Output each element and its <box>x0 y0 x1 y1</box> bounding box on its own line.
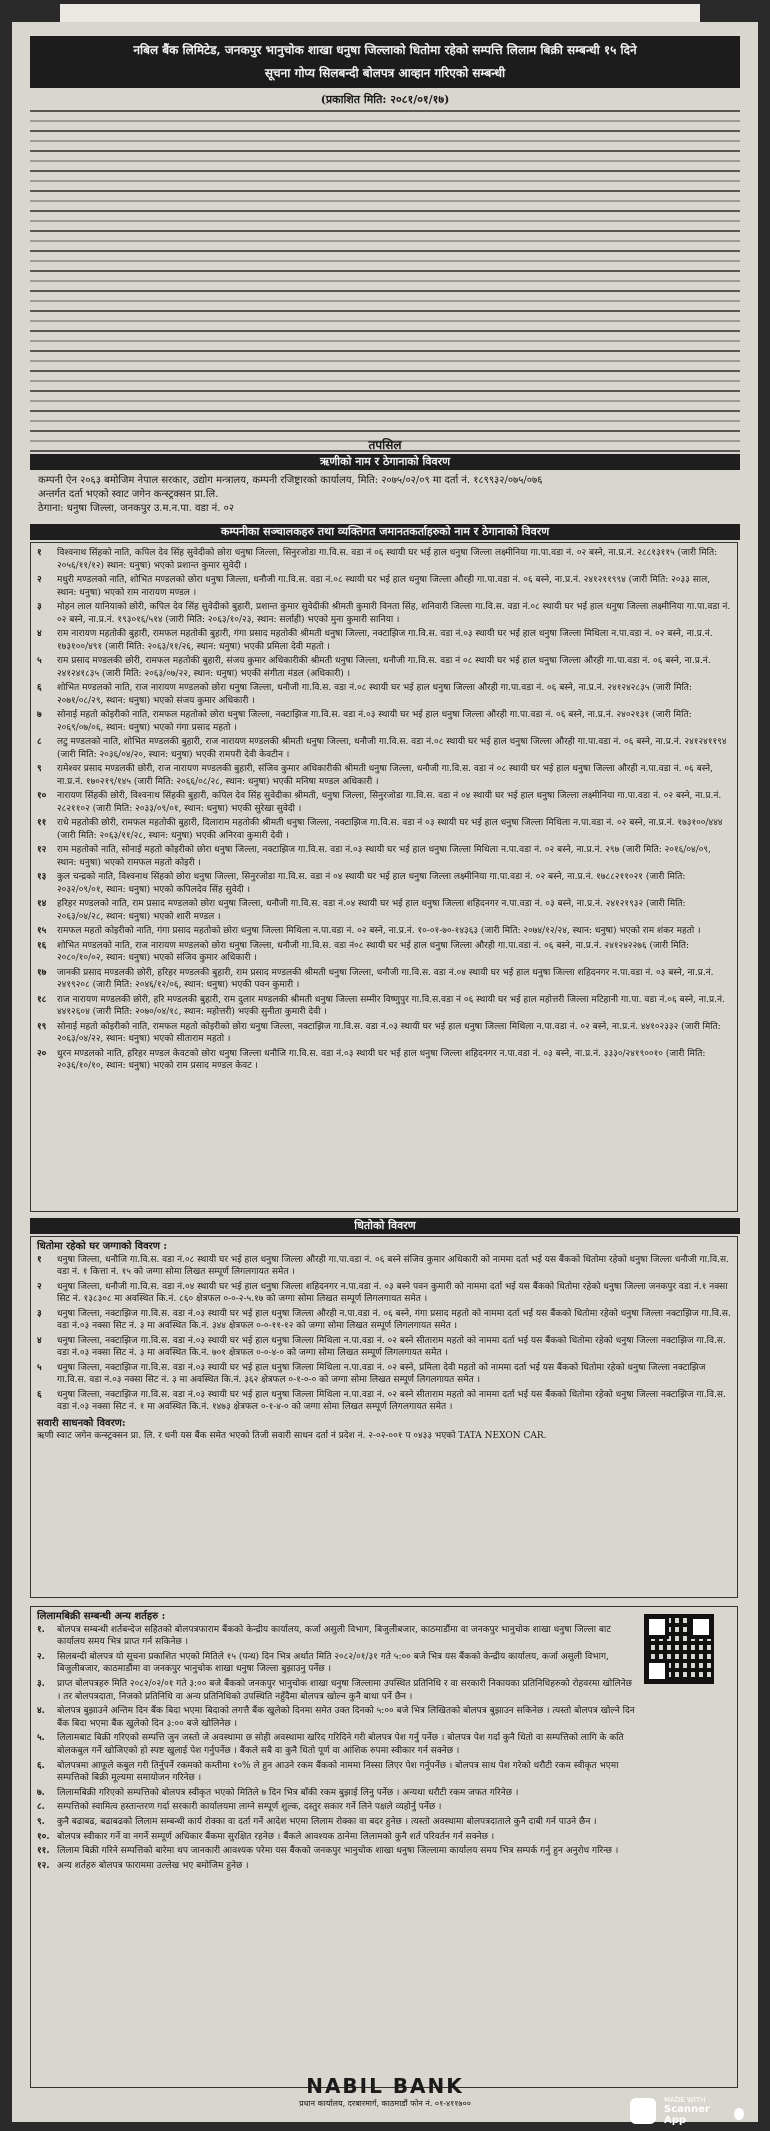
item-number: १३ <box>37 872 47 882</box>
item-number: ११. <box>37 1846 50 1857</box>
item-number: ३ <box>37 602 42 612</box>
debtor-name: कम्पनी ऐन २०६३ बमोजिम नेपाल सरकार, उद्योग मन्त्रालय, कम्पनी रजिष्ट्रारको कार्यालय, मिति: २०७५/०२/०९ मा दर्ता नं. १८९९३२/०७५/०७६ <box>38 475 543 486</box>
guarantor-item <box>37 736 731 761</box>
item-number: २ <box>37 1281 42 1292</box>
condition-item <box>37 1860 637 1873</box>
item-number: १०. <box>37 1831 50 1842</box>
item-text: धनुषा जिल्ला, नक्टाझिज गा.वि.स. वडा नं.०३ स्थायी घर भई हाल धनुषा जिल्ला मिथिला न.पा.वडा नं. ०२ बस्ने सीताराम महतो को नाममा दर्ता भई यस बैंकको धितोमा रहेको धनुषा जिल्ला नक्टाझिज गा.वि.स. वडा नं.०३ नक्सा सिट नं. ३ मा अवस्थित कि.नं. ७०१ क्षेत्रफल ०-०-४-० को जग्गा सोमा लिखत सम्पूर्ण लिगलगायत समेत । <box>57 1335 726 1358</box>
item-number: ३ <box>37 1308 42 1319</box>
guarantor-item <box>37 817 731 842</box>
item-text: सम्पत्तिको स्वामित्व हस्तान्तरण गर्दा सरकारी कार्यालयमा लाग्ने सम्पूर्ण शुल्क, दस्तुर सकार गर्ने लिने पक्षले व्यहोर्नु पर्नेछ । <box>57 1802 442 1813</box>
item-number: १ <box>37 1254 42 1265</box>
item-text: जानकी प्रसाद मण्डलकी छोरी, हरिहर मण्डलकी बुहारी, राम प्रसाद मण्डलकी श्रीमती धनुषा जिल्ला, धनौजी गा.वि.स. वडा नं.०४ स्थायी घर भई हाल धनुषा जिल्ला शहिदनगर न.पा.वडा नं. ०३ बस्ने, ना.प्र.नं. २४१९२०८ (जारी मिति: २०४६/१२/०६, स्थान: धनुषा) भएकी पवन कुमारी । <box>57 967 714 990</box>
item-number: ९ <box>37 764 42 774</box>
guarantor-item <box>37 844 731 869</box>
condition-item <box>37 1760 637 1785</box>
condition-item <box>37 1831 637 1844</box>
guarantor-item <box>37 925 731 938</box>
guarantor-item <box>37 994 731 1019</box>
item-number: १८ <box>37 994 47 1005</box>
item-text: धनुषा जिल्ला, धनौजी गा.वि.स. वडा नं.०४ स्थायी घर भई हाल धनुषा जिल्ला शहिदनगर न.पा.वडा नं. ०३ बस्ने पवन कुमारी को नाममा दर्ता भई यस बैंकको धितोमा रहेको धनुषा जिल्ला जनकपुर वडा नं.१ नक्सा सिट नं. १३८३०८ मा अवस्थित कि.नं. ८६० क्षेत्रफल ०-०-२-५.१७ को जग्गा सोमा लिखत सम्पूर्ण लिगलगायत समेत । <box>57 1281 728 1304</box>
item-number: ५ <box>37 1362 42 1373</box>
guarantor-item <box>37 682 731 707</box>
item-number: १५ <box>37 926 47 936</box>
guarantor-item <box>37 898 731 923</box>
item-text: लटु मण्डलको नाति, शोभित मण्डलकी बुहारी, राज नारायण मण्डलकी श्रीमती धनुषा जिल्ला, धनौजी गा.वि.स. वडा नं.०८ स्थायी घर भई हाल धनुषा जिल्ला औरही गा.पा.वडा नं. ०६ बस्ने, ना.प्र.नं. २४१२४११९४ (जारी मिति: २०३६/०४/२०, स्थान: धनुषा) भएकी रामपरी देवी केवटीन । <box>57 737 727 760</box>
item-text: धनुषा जिल्ला, नक्टाझिज गा.वि.स. वडा नं.०३ स्थायी घर भई हाल धनुषा जिल्ला औरही न.पा.वडा नं. ०६ बस्ने, गंगा प्रसाद महतो को नाममा दर्ता भई यस बैंकको धितोमा रहेको धनुषा जिल्ला नक्टाझिज गा.वि.स. वडा नं.०३ नक्सा सिट नं. ३ मा अवस्थित कि.नं. ३४४ क्षेत्रफल ०-०-११-१२ को जग्गा सोमा लिखत सम्पूर्ण लिगलगायत समेत । <box>57 1308 731 1331</box>
condition-item <box>37 1705 637 1730</box>
watermark-app-1: Scanner <box>664 2104 710 2115</box>
item-text: सिलबन्दी बोलपत्र यो सूचना प्रकाशित भएको मितिले १५ (पन्ध) दिन भित्र अर्थात मिति २०८२/०१/३१ गते ५:०० बजे भित्र यस बैंकको केन्द्रीय कार्यालय, कर्जा असुली विभाग, बिजुलीबजार, काठमाडौंमा वा जनकपुर भानुचोक शाखा धनुषा जिल्ला बुझाउनु पर्नेछ । <box>57 1651 609 1675</box>
item-number: ४. <box>37 1706 45 1717</box>
guarantor-item <box>37 967 731 992</box>
item-number: १४ <box>37 899 47 909</box>
item-text: सोनाई महतो कोइरीको नाति, रामफल महतोको छोरा धनुषा जिल्ला, नक्टाझिज गा.वि.स. वडा नं.०३ स्थायी घर भई हाल धनुषा जिल्ला औरही गा.पा.वडा नं. ०६ बस्ने, ना.प्र.नं. २४०२१३१ (जारी मिति: २०६९/०७/०६, स्थान: धनुषा) भएको गंगा प्रसाद महतो । <box>57 710 692 733</box>
notice-page <box>12 22 758 2122</box>
item-text: बोलपत्र बुझाउने अन्तिम दिन बैंक बिदा भएमा बिदाको लगत्तै बैंक खुलेको दिनमा समेत उक्त दिनको ५:०० बजे भित्र लिखितको बोलपत्र बुझाउन सकिनेछ । त्यस्तो बोलपत्र खोल्ने दिन बैंक बिदा भएमा बैंक खुलेको दिन ३:०० बजे खोलिनेछ । <box>57 1706 635 1729</box>
conditions-subheading: लिलामबिक्री सम्बन्धी अन्य शर्तहरु : <box>37 1611 166 1622</box>
apple-icon <box>734 2108 744 2120</box>
item-number: ३. <box>37 1678 45 1689</box>
debtor-details <box>38 474 738 516</box>
item-number: ४ <box>37 1335 42 1346</box>
condition-item <box>37 1651 637 1676</box>
notice-header <box>30 36 740 88</box>
item-number: १७ <box>37 967 47 978</box>
item-number: ६ <box>37 683 42 693</box>
item-number: १९ <box>37 1021 47 1032</box>
item-text: राम नारायण महतोकी बुहारी, रामफल महतोकी बुहारी, गंगा प्रसाद महतोकी श्रीमती धनुषा जिल्ला, नक्टाझिज गा.वि.स. वडा नं.०३ स्थायी घर भई हाल धनुषा जिल्ला मिथिला न.पा.वडा नं. ०२ बस्ने, ना.प्र.नं. १७३१००/४९१ (जारी मिति: २०६३/११/२६, स्थान: धनुषा) भएकी प्रमिला देवी महतो । <box>57 629 713 652</box>
item-text: हरिहर मण्डलको नाति, राम प्रसाद मण्डलको छोरा धनुषा जिल्ला, धनौजी गा.वि.स. वडा नं.०४ स्थायी घर भई हाल धनुषा जिल्ला शहिदनगर न.पा.वडा नं. ०३ बस्ने, ना.प्र.नं. २४१२१९३२ (जारी मिति: २०६३/०४/२८, स्थान: धनुषा) भएको शारी मण्डल । <box>57 899 686 922</box>
qr-code <box>644 1614 714 1684</box>
condition-item <box>37 1816 637 1829</box>
item-text: रामफल महतो कोइरीको नाति, गंगा प्रसाद महतोको छोरा धनुषा जिल्ला मिथिला न.पा.वडा नं. ०२ बस्ने, ना.प्र.नं. १०-०१-७०-१४३६३ (जारी मिति: २०७४/१२/२४, स्थान: धनुषा) भएको राम शंकर महतो । <box>57 926 701 936</box>
item-number: २ <box>37 575 42 585</box>
condition-item <box>37 1787 637 1800</box>
condition-item <box>37 1678 637 1703</box>
condition-item <box>37 1624 637 1649</box>
item-number: ५ <box>37 656 42 666</box>
guarantor-item <box>37 547 731 572</box>
vehicle-details: ऋणी स्वाट जगेन कन्स्ट्रक्सन प्रा. लि. र धनी यस बैंक समेत भएको तिजी सवारी साधन दर्ता नं प्रदेश नं. २-०२-००१ प ०४३३ भएको TATA NEXON CAR. <box>37 1431 547 1441</box>
item-text: प्राप्त बोलपत्रहरु मिति २०८२/०२/०१ गते ३:०० बजे बैंकको जनकपुर भानुचोक शाखा धनुषा जिल्लामा उपस्थित प्रतिनिधि र वा सरकारी निकायका प्रतिनिधिहरुको रोहवरमा खोलिनेछ । तर बोलपत्रदाता, निजको प्रतिनिधि वा अन्य प्रतिनिधिको उपस्थिति नहुँदैमा बोलपत्र खोल्न कुनै बाधा पर्ने छैन । <box>57 1678 632 1702</box>
guarantor-item <box>37 601 731 626</box>
collateral-item <box>37 1362 731 1387</box>
publication-date: (प्रकाशित मिति: २०८१/०१/१७) <box>320 93 450 106</box>
item-number: ६. <box>37 1760 45 1771</box>
conditions-box <box>30 1606 738 2088</box>
item-text: सोनाई महतो कोइरीको नाति, रामफल महतो कोइरीको छोरा धनुषा जिल्ला, नक्टाझिज गा.वि.स. वडा नं.०३ स्थायी घर भई हाल धनुषा जिल्ला मिथिला न.पा.वडा नं. ०२ बस्ने, ना.प्र.नं. ४४१०२३३२ (जारी मिति: २०६३/०४/२२, स्थान: धनुषा) भएको सीताराम महतो । <box>57 1021 721 1044</box>
scanner-app-icon <box>630 2098 656 2124</box>
item-text: रामेश्वर प्रसाद मण्डलकी छोरी, राज नारायण मण्डलकी बुहारी, संजिव कुमार अधिकारीकी श्रीमती धनुषा जिल्ला, धनौजी गा.वि.स. वडा नं ०८ स्थायी घर भई हाल धनुषा जिल्ला औरही न.पा.वडा नं. ०६ बस्ने, ना.प्र.नं. १७०२१९/१४५ (जारी मिति: २०६६/०८/२८, स्थान: धनुषा) भएकी मनिषा मण्डल अधिकारी । <box>57 764 714 787</box>
item-text: राम प्रसाद मण्डलकी छोरी, रामफल महतोकी बुहारी, संजय कुमार अधिकारीकी श्रीमती धनुषा जिल्ला, धनौजी गा.वि.स. वडा नं ०८ स्थायी घर भई हाल धनुषा जिल्ला औरही गा.पा.वडा नं. ०६ बस्ने, ना.प्र.नं. २४१२४१८३५ (जारी मिति: २०६३/०७/२२, स्थान: धनुषा) भएकी संगीता मंडल (अधिकारी) । <box>57 656 711 679</box>
item-number: ८. <box>37 1802 45 1813</box>
guarantor-item <box>37 763 731 788</box>
item-text: कुनै बढाबढ, बढाबढको लिलाम सम्बन्धी कार्य रोक्का वा दर्ता गर्ने आदेश भएमा लिलाम रोक्का वा बदर हुनेछ । त्यस्तो अवस्थामा बोलपत्रदाताले कुनै दाबी गर्न पाउने छैन । <box>57 1816 597 1827</box>
item-text: बोलपत्र स्वीकार गर्ने वा नगर्ने सम्पूर्ण अधिकार बैंकमा सुरक्षित रहनेछ । बैंकले आवश्यक ठानेमा लिलामको कुनै शर्त परिवर्तन गर्न सक्नेछ । <box>57 1831 495 1842</box>
item-number: ४ <box>37 629 42 639</box>
item-number: ७ <box>37 710 42 720</box>
watermark-app-2: App <box>664 2115 687 2126</box>
item-number: १० <box>37 791 47 801</box>
guarantor-item <box>37 790 731 815</box>
item-number: १२. <box>37 1860 50 1871</box>
guarantor-item <box>37 709 731 734</box>
item-text: धुरन मण्डलको नाति, हरिहर मण्डल केवटको छोरा धनुषा जिल्ला धनौजि गा.वि.स. वडा नं.०३ स्थायी घर भई हाल धनुषा जिल्ला शहिदनगर न.पा.वडा नं. ०३ बस्ने, ना.प्र.नं. ३३३०/२४१९००१० (जारी मिति: २०३६/१०/१०, स्थान: धनुषा) भएको राम प्रसाद मण्डल केवट । <box>57 1048 706 1071</box>
nabil-bank-logo: NABIL BANK <box>306 2074 464 2098</box>
item-number: ११ <box>37 818 47 828</box>
item-text: लिलामबाट बिक्री गरिएको सम्पत्ति जुन जस्तो जे अवस्थामा छ सोही अवस्थामा खरिद गरिदिने गरी बोलपत्र पेश गर्नु पर्नेछ । बोलपत्र पेश गर्दा कुनै धितो वा सम्पत्तिको लागि के कति बोलकबुल गर्ने खोजिएको हो स्पष्ट खुलाई पेश गर्नुपर्नेछ । बैंकले सबै वा कुनै धितो पूर्ण वा आंशिक रुपमा स्वीकार गर्न सक्नेछ । <box>57 1733 624 1756</box>
collateral-box <box>30 1236 738 1598</box>
debtor-name-cont: अन्तर्गत दर्ता भएको स्वाट जगेन कन्स्ट्रक्सन प्रा.लि. <box>38 489 219 500</box>
item-text: विश्वनाथ सिंहको नाति, कपिल देव सिंह सुवेदीको छोरा धनुषा जिल्ला, सिनुरजोडा गा.वि.स. वडा नं ०६ स्थायी घर भई हाल धनुषा जिल्ला लक्ष्मीनिया गा.पा.वडा नं. ०२ बस्ने, ना.प्र.नं. २८८१३११५ (जारी मिति: २०५६/११/१२) स्थान: धनुषा) भएको प्रशान्त कुमार सुवेदी । <box>57 548 718 571</box>
collateral-item <box>37 1389 731 1414</box>
item-number: ७. <box>37 1787 45 1798</box>
condition-item <box>37 1801 637 1814</box>
intro-paragraph <box>30 110 740 480</box>
header-line-2: सूचना गोप्य सिलबन्दी बोलपत्र आव्हान गरिएको सम्बन्धी <box>264 66 506 80</box>
item-number: २० <box>37 1048 47 1059</box>
collateral-subheading: धितोमा रहेको घर जग्गाको विवरण : <box>37 1241 168 1252</box>
item-text: बोलपत्रमा आफूले कबुल गरी तिर्नुपर्ने रकमको कम्तीमा १०% ले हुन आउने रकम बैंकको नाममा निस्सा लिएर पेश गर्नुपर्नेछ । बोलपत्र साथ पेश गरेको धरौटी रकम स्वीकृत भएमा सम्पत्तिको बिक्री मूल्यमा समायोजन गरिनेछ । <box>57 1760 619 1784</box>
debtor-heading: ऋणीको नाम र ठेगानाको विवरण <box>30 454 740 470</box>
item-text: लिलाम बिक्री गरिने सम्पत्तिको बारेमा थप जानकारी आवश्यक परेमा यस बैंकको जनकपुर भानुचोक शाखा धनुषा जिल्लामा कार्यालय समय भित्र सम्पर्क गर्नु हुन अनुरोध गरिन्छ । <box>57 1846 619 1857</box>
item-number: १६ <box>37 940 47 951</box>
collateral-item <box>37 1281 731 1306</box>
item-text: शोभित मण्डलको नाति, राज नारायण मण्डलको छोरा धनुषा जिल्ला, धनौजी गा.वि.स. वडा नं०८ स्थायी घर भई हाल धनुषा जिल्ला औरही गा.पा.वडा नं. ०६ बस्ने, ना.प्र.नं. २४१२४२२७६ (जारी मिति: २०८०/१०/०२, स्थान: धनुषा) भएको संजिव कुमार अधिकारी । <box>57 940 690 963</box>
vehicle-subheading: सवारी साधनको विवरण: <box>37 1417 126 1429</box>
item-text: बोलपत्र सम्बन्धी शर्तबन्देज सहितको बोलपत्रफाराम बैंकको केन्द्रीय कार्यालय, कर्जा असुली विभाग, बिजुलीबजार, काठमाडौंमा वा जनकपुर भानुचोक शाखा धनुषा जिल्ला बाट कार्यालय समय भित्र प्राप्त गर्न सकिनेछ । <box>57 1624 611 1648</box>
guarantor-list <box>30 542 738 1212</box>
item-text: नारायण सिंहकी छोरी, विश्वनाथ सिंहकी बुहारी, कपिल देव सिंह सुवेदीका श्रीमती, धनुषा जिल्ला, सिनुरजोडा गा.वि.स. वडा नं ०४ स्थायी घर भई हाल धनुषा जिल्ला लक्ष्मीनिया गा.पा.वडा नं. ०२ बस्ने, ना.प्र.नं. २८२११०२ (जारी मिति: २०३३/०९/०१, स्थान: धनुषा) भएकी सुरेखा सुवेदी । <box>57 791 722 814</box>
watermark-small: MADE WITH <box>664 2096 706 2104</box>
item-text: कुल चन्द्रको नाति, विश्वनाथ सिंहको छोरा धनुषा जिल्ला, सिनुरजोडा गा.वि.स. वडा नं ०४ स्थायी घर भई हाल धनुषा जिल्ला लक्ष्मीनिया गा.पा.वडा नं. ०२ बस्ने, ना.प्र.नं. १७८८२११०२१ (जारी मिति: २०३२/०९/०१, स्थान: धनुषा) भएको कपिलदेव सिंह सुवेदी । <box>57 872 686 895</box>
item-text: अन्य शर्तहरु बोलपत्र फाराममा उल्लेख भए बमोजिम हुनेछ । <box>57 1860 249 1871</box>
item-text: धनुषा जिल्ला, धनौजि गा.वि.स. वडा नं.०८ स्थायी घर भई हाल धनुषा जिल्ला औरही गा.पा.वडा नं. ०६ बस्ने संजिव कुमार अधिकारी को नाममा दर्ता भई यस बैंकको धितोमा रहेको धनुषा जिल्ला धनौजी गा.वि.स. वडा नं. १ कित्ता नं. १५ को जग्गा सोमा लिखत सम्पूर्ण लिगलगायत समेत । <box>57 1254 729 1277</box>
item-text: मधुरी मण्डलको नाति, शोभित मण्डलको छोरा धनुषा जिल्ला, धनौजी गा.वि.स. वडा नं.०८ स्थायी घर भई हाल धनुषा जिल्ला औरही गा.पा.वडा नं. ०६ बस्ने, ना.प्र.नं. २४१२११९९४ (जारी मिति: २०३३ साल, स्थान: धनुषा) भएको राम नारायण मण्डल । <box>57 575 711 598</box>
guarantor-heading: कम्पनीका सञ्चालकहरु तथा व्यक्तिगत जमानतकर्ताहरुको नाम र ठेगानाको विवरण <box>30 524 740 540</box>
header-line-1: नबिल बैंक लिमिटेड, जनकपुर भानुचोक शाखा धनुषा जिल्लाको धितोमा रहेको सम्पत्ति लिलाम बिक्री सम्बन्धी १५ दिने <box>133 43 637 57</box>
item-text: धनुषा जिल्ला, नक्टाझिज गा.वि.स. वडा नं.०३ स्थायी घर भई हाल धनुषा जिल्ला मिथिला न.पा.वडा नं. ०२ बस्ने सीताराम महतो को नाममा दर्ता भई यस बैंकको धितोमा रहेको धनुषा जिल्ला नक्टाझिज गा.वि.स. वडा नं.०३ नक्सा सिट नं. १ मा अवस्थित कि.नं. १४७३ क्षेत्रफल ०-१-४-० को जग्गा सोमा लिखत सम्पूर्ण लिगलगायत समेत । <box>57 1389 726 1412</box>
item-number: ९. <box>37 1816 45 1827</box>
tapsil-heading: तपसिल <box>368 438 402 452</box>
footer-address: प्रधान कार्यालय, दरबारमार्ग, काठमाडौं फोन नं. ०१-४११७०० <box>299 2099 471 2108</box>
guarantor-item <box>37 628 731 653</box>
condition-item <box>37 1732 637 1757</box>
item-number: ५. <box>37 1733 45 1744</box>
condition-item <box>37 1845 637 1858</box>
item-number: १२ <box>37 845 47 855</box>
scanner-app-watermark <box>630 2094 750 2126</box>
guarantor-item <box>37 1021 731 1046</box>
debtor-address: ठेगाना: धनुषा जिल्ला, जनकपुर उ.म.न.पा. वडा नं. ०२ <box>38 503 234 514</box>
item-number: १. <box>37 1624 45 1635</box>
guarantor-item <box>37 574 731 599</box>
item-text: राम महतोको नाति, सोनाई महतो कोइरीको छोरा धनुषा जिल्ला, नक्टाझिज गा.वि.स. वडा नं.०३ स्थायी घर भई हाल धनुषा जिल्ला मिथिला न.पा.वडा नं. ०२ बस्ने, ना.प्र.नं. २९७ (जारी मिति: २०१६/०४/०९, स्थान: धनुषा) भएको रामफल महतो कोइरी । <box>57 845 711 868</box>
item-text: लिलामबिक्री गरिएको सम्पत्तिको बोलपत्र स्वीकृत भएको मितिले ७ दिन भित्र बाँकी रकम बुझाई लिनु पर्नेछ । अन्यथा धरौटी रकम जफत गरिनेछ । <box>57 1787 519 1798</box>
guarantor-item <box>37 871 731 896</box>
collateral-item <box>37 1335 731 1360</box>
item-text: धनुषा जिल्ला, नक्टाझिज गा.वि.स. वडा नं.०३ स्थायी घर भई हाल धनुषा जिल्ला मिथिला न.पा.वडा नं. ०२ बस्ने, प्रमिला देवी महतो को नाममा दर्ता भई यस बैंकको धितोमा रहेको धनुषा जिल्ला नक्टाझिज गा.वि.स. वडा नं.०३ नक्सा सिट नं. ३ मा अवस्थित कि.नं. ३६२ क्षेत्रफल ०-१-०-० को जग्गा सोमा लिखत सम्पूर्ण लिगलगायत समेत । <box>57 1362 706 1385</box>
item-number: १ <box>37 548 42 558</box>
guarantor-item <box>37 655 731 680</box>
guarantor-item <box>37 1048 731 1073</box>
item-number: ६ <box>37 1389 42 1400</box>
item-text: राधे महतोकी छोरी, रामफल महतोकी बुहारी, दिलाराम महतोकी श्रीमती धनुषा जिल्ला, नक्टाझिज गा.वि.स. वडा नं ०३ स्थायी घर भई हाल धनुषा जिल्ला मिथिला न.पा.वडा नं. ०२ बस्ने, ना.प्र.नं. १७३१००/४४४ (जारी मिति: २०६३/११/२८, स्थान: धनुषा) भएकी अनिरवा कुमारी देवी । <box>57 818 723 841</box>
collateral-item <box>37 1308 731 1333</box>
guarantor-item <box>37 940 731 965</box>
item-text: मोहन लाल यानियाको छोरी, कपिल देव सिंह सुवेदीको बुहारी, प्रशान्त कुमार सुवेदीकी श्रीमती कुमारी विनता सिंह, शनिवारी जिल्ला गा.वि.स. वडा नं.०८ स्थायी घर भई हाल धनुषा जिल्ला लक्ष्मीनिया गा.पा.वडा नं. ०२ बस्ने, ना.प्र.नं. १९३०१६/५१४ (जारी मिति: २०६३/१०/२३, स्थान: सर्लाही) भएको मुना कुमारी सानिया । <box>57 602 731 625</box>
item-number: ८ <box>37 737 42 747</box>
item-number: २. <box>37 1651 45 1662</box>
collateral-item <box>37 1254 731 1279</box>
item-text: शोभित मण्डलको नाति, राज नारायण मण्डलको छोरा धनुषा जिल्ला, धनौजी गा.वि.स. वडा नं.०८ स्थायी घर भई हाल धनुषा जिल्ला औरही गा.पा.वडा नं. ०६ बस्ने, ना.प्र.नं. २४१२४२८३५ (जारी मिति: २०७१/०८/२९, स्थान: धनुषा) भएको संजय कुमार अधिकारी । <box>57 683 692 706</box>
collateral-heading: धितोको विवरण <box>30 1218 740 1234</box>
item-text: राज नारायण मण्डलकी छोरी, हरि मण्डलकी बुहारी, राम दुलार मण्डलकी श्रीमती धनुषा जिल्ला सम्मीर विष्णुपुर गा.वि.स.वडा नं ०६ स्थायी घर भई हाल महोत्तरी जिल्ला मटिहानी गा.पा. वडा नं.०६ बस्ने, ना.प्र.नं. ४४१२६०४ (जारी मिति: २०७०/०४/१८, स्थान: महोत्तरी) भएकी सुनीता कुमारी देवी । <box>57 994 725 1017</box>
